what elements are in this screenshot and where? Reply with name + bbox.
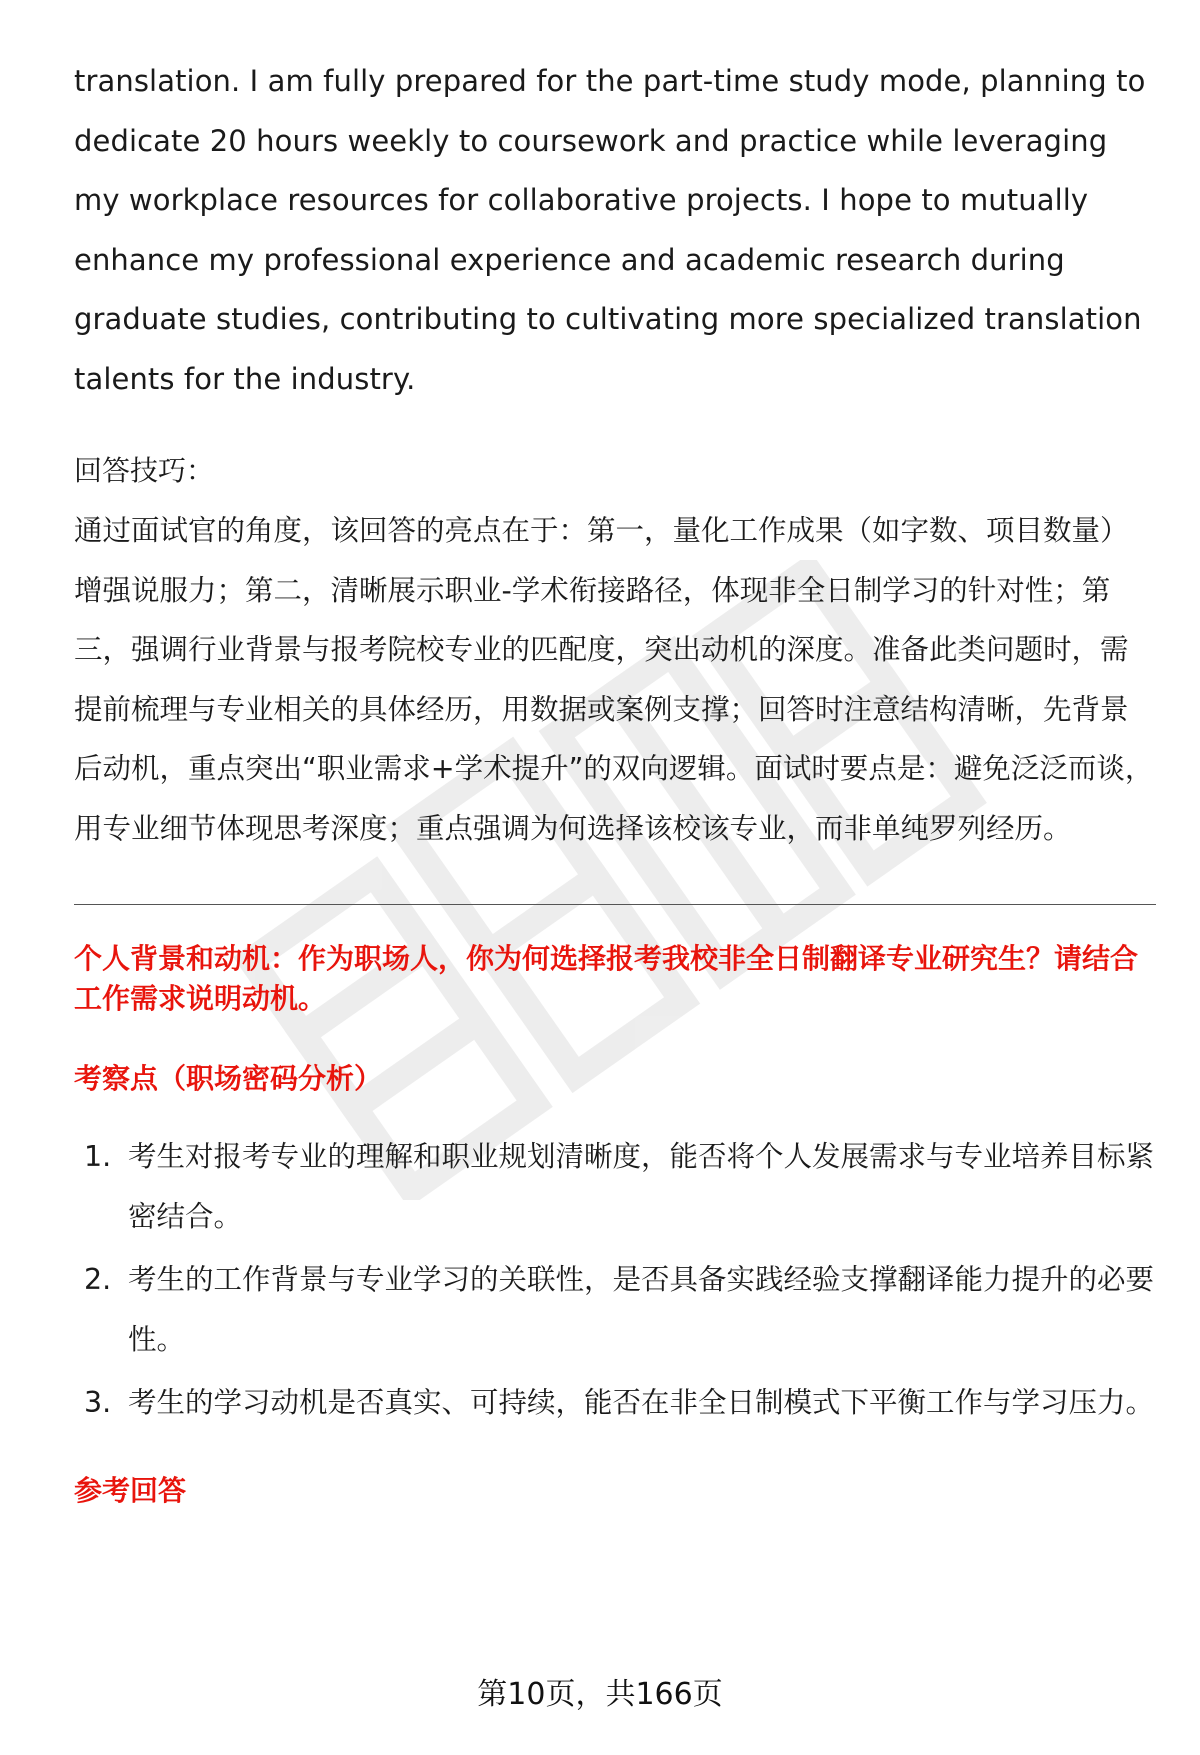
question-heading: 个人背景和动机：作为职场人，你为何选择报考我校非全日制翻译专业研究生？请结合工作需求说明动机。: [74, 942, 1139, 1015]
list-item: [74, 1250, 1154, 1369]
list-item-text: 考生的学习动机是否真实、可持续，能否在非全日制模式下平衡工作与学习压力。: [128, 1386, 1155, 1419]
list-item-number: 1.: [84, 1140, 112, 1173]
page-number-footer: 第10页，共166页: [477, 1677, 723, 1712]
tips-body: 通过面试官的角度，该回答的亮点在于：第一，量化工作成果（如字数、项目数量）增强说服力；第二，清晰展示职业-学术衔接路径，体现非全日制学习的针对性；第三，强调行业背景与报考院校专业的匹配度，突出动机的深度。准备此类问题时，需提前梳理与专业相关的具体经历，用数据或案例支撑；回答时注意结构清晰，先背景后动机，重点突出“职业需求+学术提升”的双向逻辑。面试时要点是：避免泛泛而谈，用专业细节体现思考深度；重点强调为何选择该校该专业，而非单纯罗列经历。: [74, 514, 1154, 845]
list-item-text: 考生对报考专业的理解和职业规划清晰度，能否将个人发展需求与专业培养目标紧密结合。: [128, 1140, 1155, 1233]
tips-label: 回答技巧：: [74, 454, 215, 487]
reference-answer-heading: 参考回答: [74, 1473, 187, 1507]
list-item-number: 3.: [84, 1386, 112, 1419]
assessment-heading: 考察点（职场密码分析）: [74, 1062, 383, 1095]
intro-paragraph: translation. I am fully prepared for the part-time study mode, planning to dedicate 20 hours weekly to coursework and practice while leveraging my workplace resources for collaborative projects. I hope to mutually enhance my professional experience and academic research during graduate studies, contributing to cultivating more specialized translation talents for the industry.: [74, 64, 1146, 396]
assessment-list: [74, 1127, 1154, 1433]
list-item: [74, 1127, 1154, 1246]
list-item-number: 2.: [84, 1263, 112, 1296]
list-item: [74, 1373, 1154, 1433]
document-page: [74, 52, 1154, 1511]
section-divider: [74, 904, 1156, 905]
list-item-text: 考生的工作背景与专业学习的关联性，是否具备实践经验支撑翻译能力提升的必要性。: [128, 1263, 1155, 1356]
